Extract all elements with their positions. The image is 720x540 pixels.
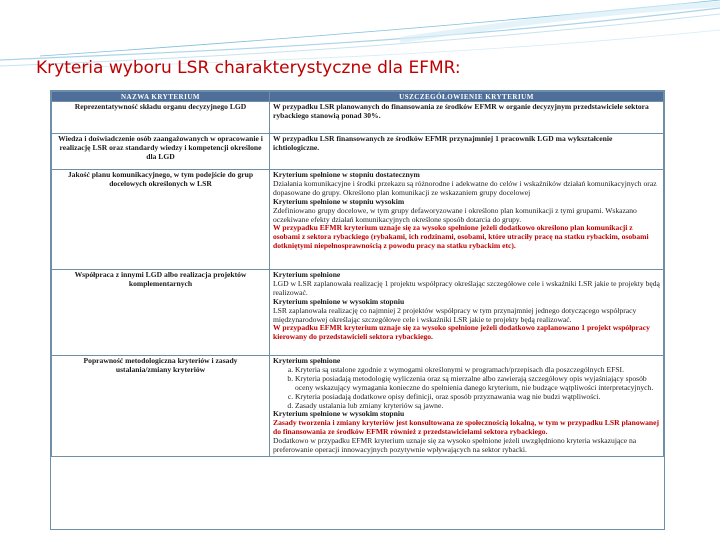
header-criterion-name: NAZWA KRYTERIUM	[52, 92, 270, 102]
detail-line: Kryterium spełnione w stopniu wysokim	[273, 196, 405, 206]
criterion-name: Poprawność metodologiczna kryteriów i zasady ustalania/zmiany kryteriów	[52, 356, 270, 457]
detail-line: Kryterium spełnione	[273, 270, 341, 279]
list-item: d. Zasady ustalania lub zmiany kryteriów są jawne.	[295, 402, 660, 411]
criterion-details	[270, 134, 664, 170]
criterion-name: Jakość planu komunikacyjnego, w tym podejście do grup docelowych określonych w LSR	[52, 170, 270, 270]
detail-line: Dodatkowo w przypadku EFMR kryterium uznaje się za wysoko spełnione jeżeli uwzględniono kryteria wskazujące na preferowanie operacji innowacyjnych pozytywnie wpływających na sektor rybacki.	[273, 436, 637, 455]
detail-line: LSR zaplanowała realizację co najmniej 2 projektów współpracy w tym przynajmniej jednego dotyczącego współpracy międzynarodowej określając szczegółowe cele i wskaźniki LSR jakie te projekty będą realizować.	[273, 305, 637, 324]
criterion-details	[270, 356, 664, 457]
detail-line: LGD w LSR zaplanowała realizację 1 projektu współpracy określając szczegółowe cele i wskaźniki LSR jakie te projekty będą realizować.	[273, 278, 660, 297]
slide-title: Kryteria wyboru LSR charakterystyczne dla EFMR:	[36, 58, 461, 78]
list-item: c. Kryteria posiadają dodatkowe opisy definicji, oraz sposób przyznawania wag nie budzi wątpliwości.	[295, 393, 660, 402]
table-row	[52, 102, 664, 134]
detail-line: Działania komunikacyjne i środki przekazu są różnorodne i adekwatne do celów i wskaźników działań komunikacyjnych oraz dopasowane do grupy. Określono plan komunikacji ze wskazaniem grupy docelowej	[273, 178, 657, 197]
table-row	[52, 170, 664, 270]
table-row	[52, 270, 664, 356]
detail-line: W przypadku EFMR kryterium uznaje się za wysoko spełnione jeżeli dodatkowo zaplanowano 1 projekt współpracy kierowany do przedstawicieli sektora rybackiego.	[273, 323, 650, 342]
criterion-details	[270, 270, 664, 356]
detail-line: Kryterium spełnione	[273, 356, 341, 365]
detail-line: Kryterium spełnione w wysokim stopniu	[273, 296, 405, 306]
criterion-details	[270, 102, 664, 134]
detail-line: Kryterium spełnione w wysokim stopniu	[273, 409, 405, 419]
criteria-requirements-list	[273, 366, 660, 411]
criterion-name: Wiedza i doświadczenie osób zaangażowanych w opracowanie i realizację LSR oraz standardy wiedzy i kompetencji określone dla LGD	[52, 134, 270, 170]
criterion-details	[270, 170, 664, 270]
detail-line: Kryterium spełnione w stopniu dostatecznym	[273, 170, 420, 179]
table-row	[52, 356, 664, 457]
table-row	[52, 134, 664, 170]
detail-line: W przypadku LSR planowanych do finansowania ze środków EFMR w organie decyzyjnym przedstawiciele sektora rybackiego stanowią ponad 30%.	[273, 102, 649, 120]
detail-line: Zasady tworzenia i zmiany kryteriów jest konsultowana ze społecznością lokalną, w tym w przypadku LSR planowanej do finansowania ze środków EFMR również z przedstawicielami sektora rybackiego.	[273, 418, 660, 437]
criteria-table	[50, 90, 665, 530]
detail-line: W przypadku LSR finansowanych ze środków EFMR przynajmniej 1 pracownik LGD ma wykształcenie ichtiologiczne.	[273, 134, 613, 152]
criterion-name: Współpraca z innymi LGD albo realizacja projektów komplementarnych	[52, 270, 270, 356]
detail-line: Zdefiniowano grupy docelowe, w tym grupy defaworyzowane i określono plan komunikacji z tymi grupami. Wskazano oczekiwane efekty działań komunikacyjnych określone sposób dotarcia do grupy.	[273, 205, 637, 224]
criterion-name: Reprezentatywność składu organu decyzyjnego LGD	[52, 102, 270, 134]
detail-line: W przypadku EFMR kryterium uznaje się za wysoko spełnione jeżeli dodatkowo określono plan komunikacji z osobami z sektora rybackiego (rybakami, ich rodzinami, osobami, które utraciły pracę na statku rybackim, osobami dotkniętymi niepełnosprawnością z powodu pracy na statku rybackim etc).	[273, 223, 649, 251]
list-item: b. Kryteria posiadają metodologię wyliczenia oraz są mierzalne albo zawierają szczegółowy opis wyjaśniający sposób oceny wskazujący wymagania konieczne do spełnienia danego kryterium, nie budzące wątpliwości interpretacyjnych.	[295, 375, 660, 393]
header-criterion-details: USZCZEGÓŁOWIENIE KRYTERIUM	[270, 92, 664, 102]
list-item: a. Kryteria są ustalone zgodnie z wymogami określonymi w programach/przepisach dla poszczególnych EFSI.	[295, 366, 660, 375]
